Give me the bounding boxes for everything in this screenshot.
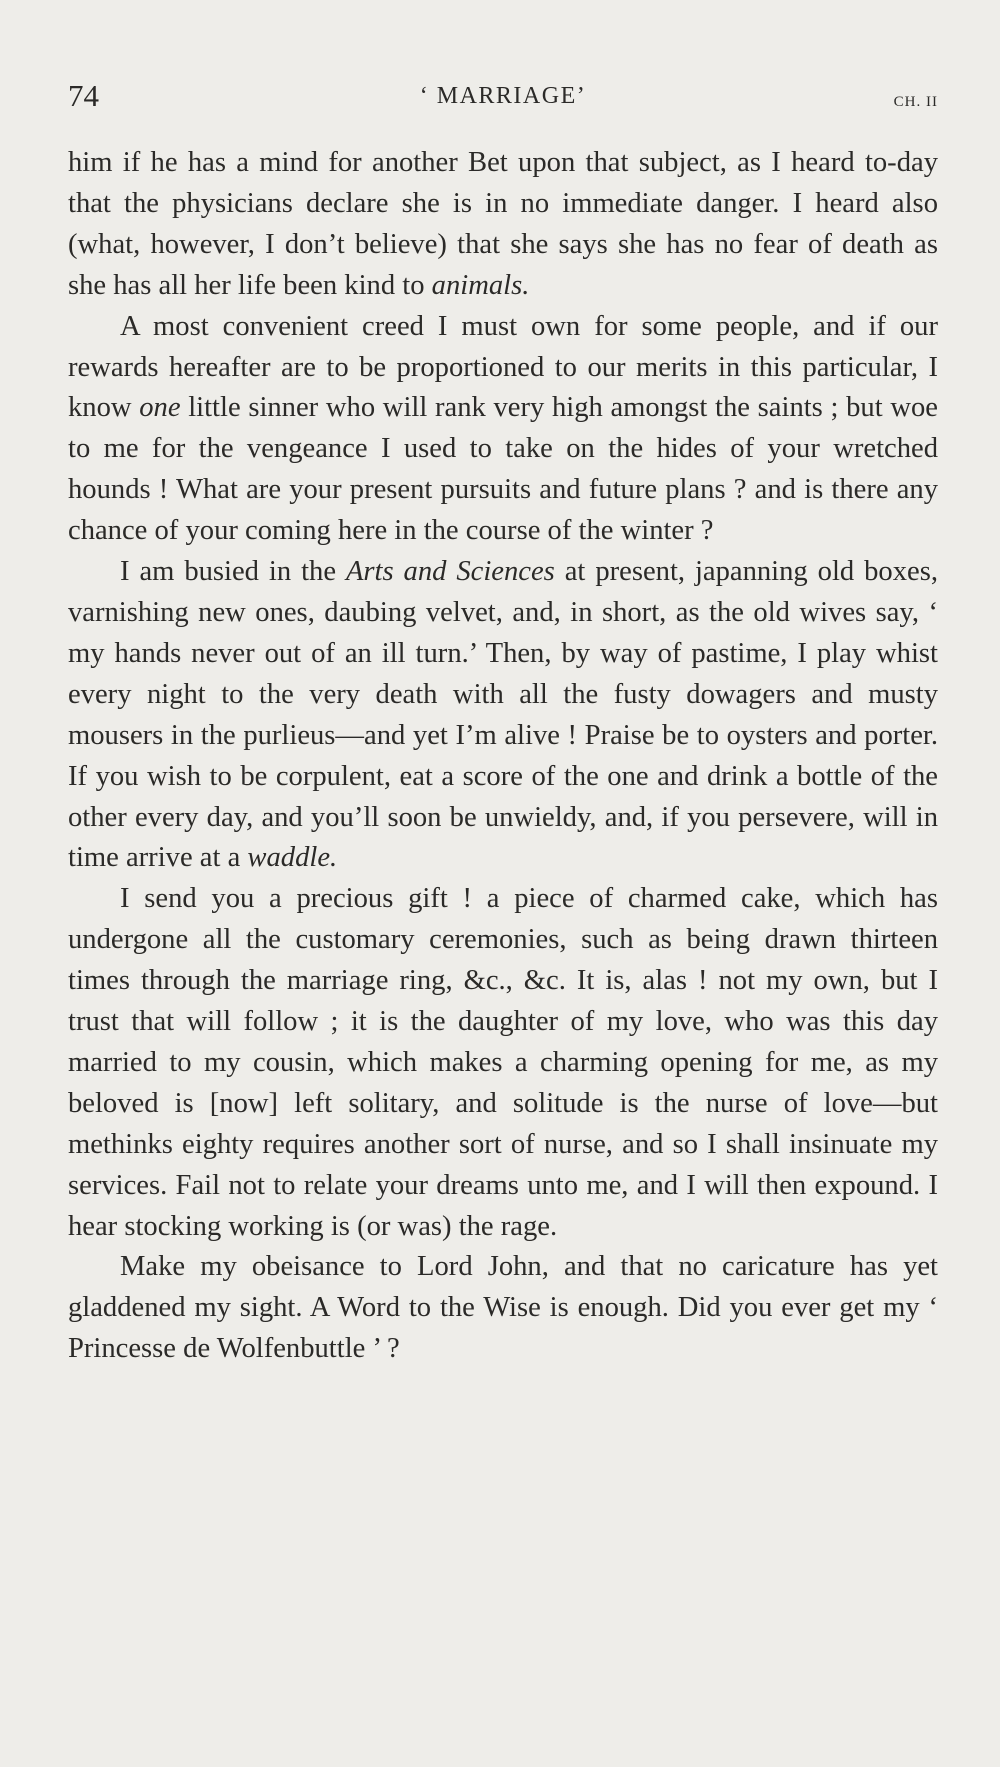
text-run: him if he has a mind for another Bet upon that subject, as I heard to-day that the physicians declare she is in no immediate danger. I heard also (what, however, I don’t believe) that she says she has no fear of death as she has all her life been kind to xyxy=(68,147,938,301)
body-text xyxy=(68,143,938,1370)
paragraph xyxy=(68,879,938,1247)
text-run: little sinner who will rank very high amongst the saints ; but woe to me for the vengeance I used to take on the hides of your wretched hounds ! What are your present pursuits and future plans ? and is there any chance of your coming here in the course of the winter ? xyxy=(68,392,938,547)
italic-text-run: Arts and Sciences xyxy=(345,556,555,588)
page-number: 74 xyxy=(68,78,99,113)
running-title: ‘ MARRIAGE’ xyxy=(419,83,587,109)
chapter-reference: CH. II xyxy=(893,94,938,110)
italic-text-run: animals. xyxy=(431,269,530,301)
italic-text-run: waddle. xyxy=(247,842,338,874)
running-header xyxy=(68,72,938,120)
paragraph xyxy=(68,1247,938,1370)
italic-text-run: one xyxy=(139,392,181,424)
paragraph xyxy=(68,307,938,552)
paragraph xyxy=(68,143,938,307)
paragraph xyxy=(68,552,938,879)
text-run: at present, japanning old boxes, varnishing new ones, daubing velvet, and, in short, as the old wives say, ‘ my hands never out of an ill turn.’ Then, by way of pastime, I play whist every night to the very death with all the fusty dowagers and musty mousers in the purlieus—and yet I’m alive ! Praise be to oysters and porter. If you wish to be corpulent, eat a score of the one and drink a bottle of the other every day, and you’ll soon be unwieldy, and, if you persevere, will in time arrive at a xyxy=(68,556,938,874)
text-run: A most convenient creed I must own for some people, and if our rewards hereafter are to be proportioned to our merits in this particular, I know xyxy=(68,310,938,424)
text-run: I send you a precious gift ! a piece of charmed cake, which has undergone all the customary ceremonies, such as being drawn thirteen times through the marriage ring, &c., &c. It is, alas ! not my own, but I trust that will follow ; it is the daughter of my love, who was this day married to my cousin, which makes a charming opening for me, as my beloved is [now] left solitary, and solitude is the nurse of love—but methinks eighty requires another sort of nurse, and so I shall insinuate my services. Fail not to relate your dreams unto me, and I will then expound. I hear stocking working is (or was) the rage. xyxy=(68,883,938,1242)
text-run: Make my obeisance to Lord John, and that no caricature has yet gladdened my sight. A Word to the Wise is enough. Did you ever get my ‘ Princesse de Wolfenbuttle ’ ? xyxy=(68,1251,938,1365)
text-run: I am busied in the xyxy=(120,556,346,588)
